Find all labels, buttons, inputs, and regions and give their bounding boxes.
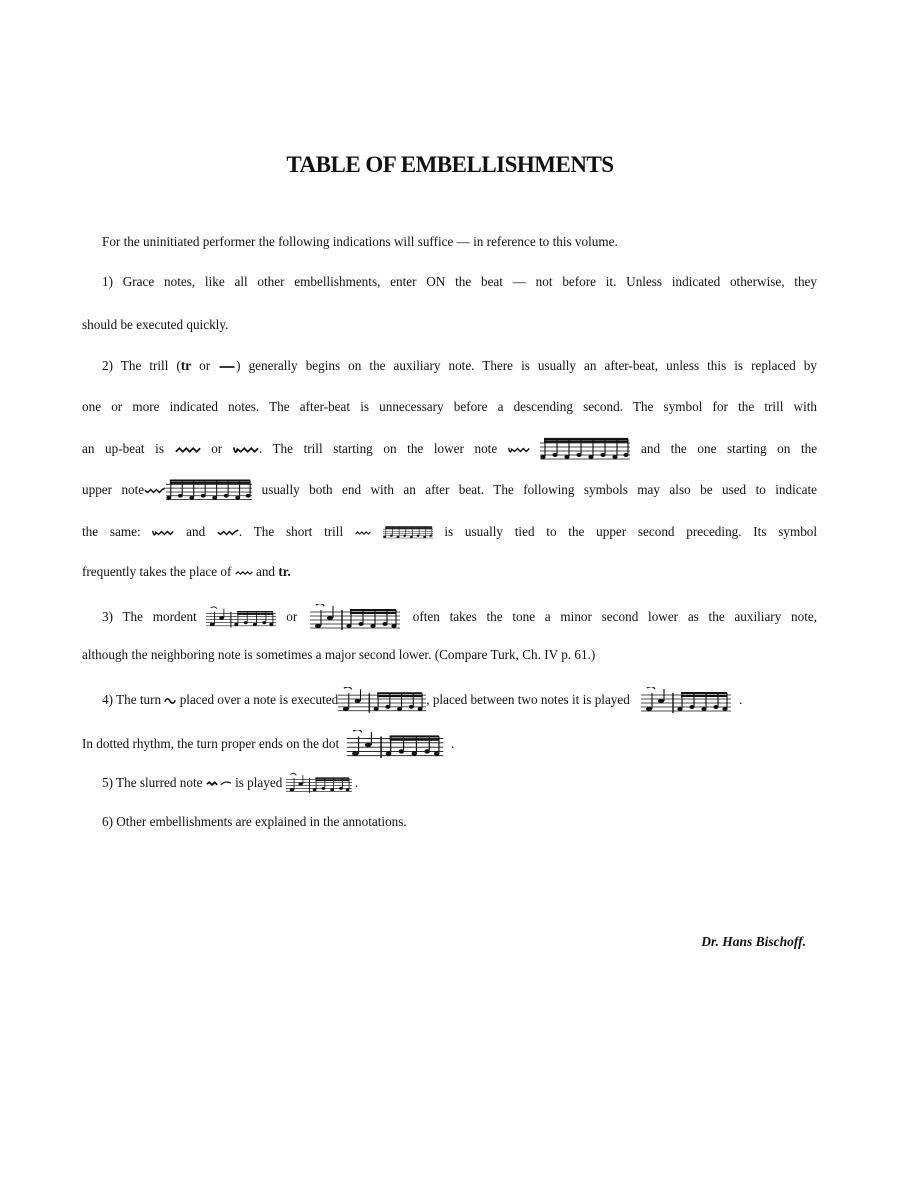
p4-text: . xyxy=(739,692,743,708)
p4-text: , placed between two notes it is played xyxy=(426,692,630,708)
music-notation-example xyxy=(286,770,352,798)
p4-text: . xyxy=(451,736,455,752)
p2-text: the same: xyxy=(82,524,141,540)
p2-text: frequently takes the place of xyxy=(82,564,232,579)
p4-text: In dotted rhythm, the turn proper ends on the dot xyxy=(82,736,340,752)
music-notation-example xyxy=(338,687,426,715)
p5-text: 5) The slurred note xyxy=(102,775,203,791)
paragraph-2-line-1 xyxy=(102,356,817,376)
trill-tr-mark: tr xyxy=(180,358,192,373)
trill-upbeat-icon xyxy=(175,445,201,455)
p2-text: 2) The trill ( xyxy=(102,358,181,373)
music-notation-example xyxy=(633,687,739,715)
p2-text: . The short trill xyxy=(238,524,344,540)
p2-text: usually both end with an after beat. The following symbols may also be used to indicate xyxy=(261,482,818,498)
slurred-note-icon xyxy=(206,779,232,789)
trill-variant-alt-icon xyxy=(217,528,239,538)
page-title: TABLE OF EMBELLISHMENTS xyxy=(286,152,614,177)
paragraph-3-line-2: although the neighboring note is sometimes a major second lower. (Compare Turk, Ch. IV p. 61.) xyxy=(82,647,596,662)
paragraph-2-line-3 xyxy=(82,437,817,463)
music-notation-example xyxy=(307,604,403,632)
trill-symbol-icon xyxy=(235,568,253,578)
paragraph-4-line-1 xyxy=(102,687,817,715)
music-notation-example xyxy=(206,604,276,632)
paragraph-2-line-5 xyxy=(82,520,817,546)
p2-text: . The trill starting on the lower note xyxy=(258,441,498,457)
author-signature: Dr. Hans Bischoff. xyxy=(701,934,806,949)
p2-text: or xyxy=(191,358,211,373)
music-notation-example xyxy=(383,520,433,546)
paragraph-1-line-2: should be executed quickly. xyxy=(82,317,229,332)
p3-text: often takes the tone a minor second lower as the auxiliary note, xyxy=(412,609,818,625)
trill-lower-note-icon xyxy=(508,445,530,455)
p2-text: upper note xyxy=(82,482,145,498)
trill-dash-icon xyxy=(218,362,236,372)
p5-text: . xyxy=(354,775,359,791)
intro-text: For the uninitiated performer the following indications will suffice — in reference to this volume. xyxy=(102,234,618,249)
paragraph-3-line-1 xyxy=(102,604,817,632)
paragraph-6: 6) Other embellishments are explained in the annotations. xyxy=(102,814,407,829)
p2-text: an up-beat is xyxy=(82,441,164,457)
trill-upper-note-icon xyxy=(144,486,166,496)
p3-text: or xyxy=(286,609,298,625)
trill-tr-mark: tr. xyxy=(278,564,291,579)
p2-text: and xyxy=(186,524,206,540)
music-notation-example xyxy=(339,730,451,760)
p3-text: 3) The mordent xyxy=(102,609,197,625)
paragraph-2-line-2: one or more indicated notes. The after-beat is unnecessary before a descending second. The symbol for the trill with xyxy=(82,399,817,414)
music-notation-example xyxy=(540,437,630,463)
p2-text: is usually tied to the upper second preceding. Its symbol xyxy=(444,524,818,540)
music-notation-example xyxy=(166,478,252,504)
paragraph-2-line-4 xyxy=(82,478,817,504)
p5-text: is played xyxy=(235,775,283,791)
paragraph-5 xyxy=(102,770,817,798)
paragraph-4-line-2 xyxy=(82,730,817,760)
p2-text: and the one starting on the xyxy=(641,441,818,457)
p2-text: and xyxy=(255,564,276,579)
short-trill-icon xyxy=(355,528,371,538)
paragraph-2-line-6 xyxy=(82,562,817,582)
p2-text: or xyxy=(211,441,223,457)
p2-text: ) generally begins on the auxiliary note. There is usually an after-beat, unless this is replaced by xyxy=(236,358,817,373)
trill-upbeat-alt-icon xyxy=(233,445,259,455)
paragraph-1-line-1: 1) Grace notes, like all other embellishments, enter ON the beat — not before it. Unless indicated otherwise, they xyxy=(102,274,817,289)
trill-variant-icon xyxy=(152,528,174,538)
p4-text: 4) The turn xyxy=(102,692,162,708)
turn-icon xyxy=(164,696,176,706)
p4-text: placed over a note is executed xyxy=(179,692,339,708)
